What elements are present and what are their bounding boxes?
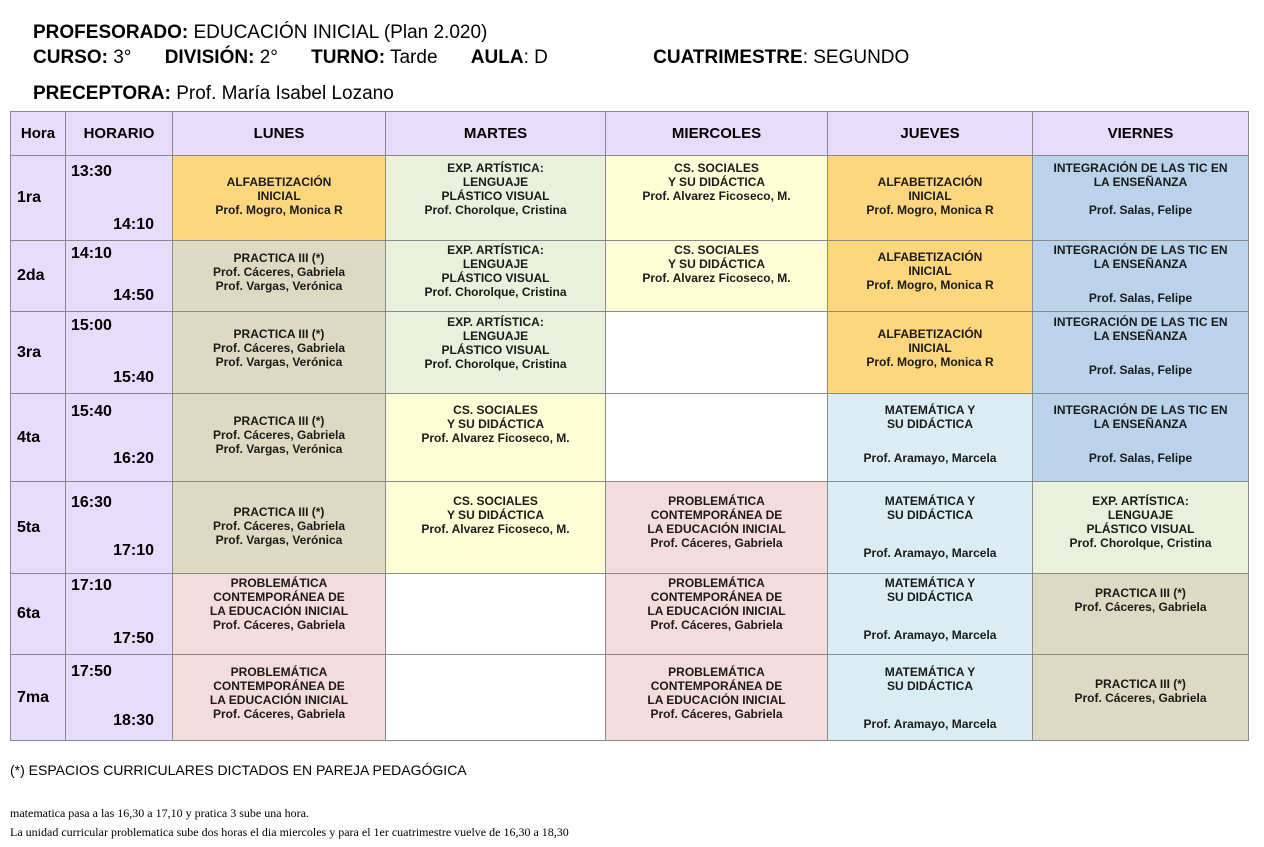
hora-cell: 6ta — [11, 574, 66, 655]
class-cell-alfabetizacion: ALFABETIZACIÓN INICIAL Prof. Mogro, Monica R — [173, 156, 386, 241]
horario-cell — [66, 394, 173, 482]
end-time: 18:30 — [113, 712, 154, 729]
class-cell-cs-sociales: CS. SOCIALES Y SU DIDÁCTICA Prof. Alvarez Ficoseco, M. — [606, 156, 828, 241]
class-cell-practica: PRACTICA III (*) Prof. Cáceres, Gabriela Prof. Vargas, Verónica — [173, 394, 386, 482]
horario-cell — [66, 482, 173, 574]
header-row — [11, 112, 1249, 156]
class-cell-cs-sociales: CS. SOCIALES Y SU DIDÁCTICA Prof. Alvarez Ficoseco, M. — [386, 394, 606, 482]
table-row — [11, 156, 1249, 241]
class-cell-matematica: MATEMÁTICA Y SU DIDÁCTICA Prof. Aramayo, Marcela — [828, 394, 1033, 482]
cuatrimestre-label: CUATRIMESTRE — [653, 47, 803, 68]
class-cell-exp-artistica: EXP. ARTÍSTICA: LENGUAJE PLÁSTICO VISUAL Prof. Chorolque, Cristina — [386, 241, 606, 312]
pareja-note: (*) ESPACIOS CURRICULARES DICTADOS EN PAREJA PEDAGÓGICA — [10, 762, 467, 778]
horario-cell — [66, 241, 173, 312]
class-cell-practica: PRACTICA III (*) Prof. Cáceres, Gabriela Prof. Vargas, Verónica — [173, 482, 386, 574]
class-cell-alfabetizacion: ALFABETIZACIÓN INICIAL Prof. Mogro, Monica R — [828, 156, 1033, 241]
class-cell-practica: PRACTICA III (*) Prof. Cáceres, Gabriela — [1033, 655, 1249, 741]
turno-value: Tarde — [389, 47, 438, 68]
end-time: 16:20 — [113, 450, 154, 467]
aula-value: : D — [523, 47, 548, 68]
class-cell-matematica: MATEMÁTICA Y SU DIDÁCTICA Prof. Aramayo, Marcela — [828, 574, 1033, 655]
empty-cell — [606, 312, 828, 394]
class-cell-tic: INTEGRACIÓN DE LAS TIC EN LA ENSEÑANZA Prof. Salas, Felipe — [1033, 394, 1249, 482]
aula-label: AULA — [470, 47, 524, 68]
table-row — [11, 655, 1249, 741]
horario-cell — [66, 574, 173, 655]
note-line-2: La unidad curricular problematica sube dos horas el dia miercoles y para el 1er cuatrimestre vuelve de 16,30 a 18,30 — [10, 825, 569, 839]
hora-cell: 1ra — [11, 156, 66, 241]
horario-cell — [66, 156, 173, 241]
col-header-horario: HORARIO — [66, 112, 173, 156]
end-time: 17:10 — [113, 542, 154, 559]
class-cell-alfabetizacion: ALFABETIZACIÓN INICIAL Prof. Mogro, Monica R — [828, 241, 1033, 312]
col-header-viernes: VIERNES — [1033, 112, 1249, 156]
col-header-miercoles: MIERCOLES — [606, 112, 828, 156]
col-header-martes: MARTES — [386, 112, 606, 156]
start-time: 14:10 — [71, 245, 112, 262]
col-header-hora: Hora — [11, 112, 66, 156]
header-line-profesorado — [33, 22, 487, 44]
class-cell-practica: PRACTICA III (*) Prof. Cáceres, Gabriela Prof. Vargas, Verónica — [173, 312, 386, 394]
end-time: 15:40 — [113, 369, 154, 386]
preceptora-value: Prof. María Isabel Lozano — [176, 83, 394, 104]
class-cell-problematica: PROBLEMÁTICA CONTEMPORÁNEA DE LA EDUCACIÓN INICIAL Prof. Cáceres, Gabriela — [606, 574, 828, 655]
start-time: 15:40 — [71, 403, 112, 420]
division-label: DIVISIÓN: — [164, 47, 255, 68]
class-cell-problematica: PROBLEMÁTICA CONTEMPORÁNEA DE LA EDUCACIÓN INICIAL Prof. Cáceres, Gabriela — [173, 655, 386, 741]
class-cell-problematica: PROBLEMÁTICA CONTEMPORÁNEA DE LA EDUCACIÓN INICIAL Prof. Cáceres, Gabriela — [606, 482, 828, 574]
header-line-preceptora — [33, 83, 394, 105]
table-row — [11, 482, 1249, 574]
end-time: 17:50 — [113, 630, 154, 647]
class-cell-exp-artistica: EXP. ARTÍSTICA: LENGUAJE PLÁSTICO VISUAL Prof. Chorolque, Cristina — [386, 156, 606, 241]
empty-cell — [386, 655, 606, 741]
table-row — [11, 394, 1249, 482]
class-cell-problematica: PROBLEMÁTICA CONTEMPORÁNEA DE LA EDUCACIÓN INICIAL Prof. Cáceres, Gabriela — [173, 574, 386, 655]
class-cell-practica: PRACTICA III (*) Prof. Cáceres, Gabriela — [1033, 574, 1249, 655]
empty-cell — [606, 394, 828, 482]
table-row — [11, 574, 1249, 655]
end-time: 14:10 — [113, 216, 154, 233]
table-row — [11, 241, 1249, 312]
class-cell-exp-artistica: EXP. ARTÍSTICA: LENGUAJE PLÁSTICO VISUAL Prof. Chorolque, Cristina — [386, 312, 606, 394]
class-cell-matematica: MATEMÁTICA Y SU DIDÁCTICA Prof. Aramayo, Marcela — [828, 655, 1033, 741]
turno-label: TURNO: — [311, 47, 386, 68]
col-header-jueves: JUEVES — [828, 112, 1033, 156]
class-cell-cs-sociales: CS. SOCIALES Y SU DIDÁCTICA Prof. Alvarez Ficoseco, M. — [606, 241, 828, 312]
schedule-table — [10, 111, 1249, 741]
start-time: 16:30 — [71, 494, 112, 511]
class-cell-tic: INTEGRACIÓN DE LAS TIC EN LA ENSEÑANZA Prof. Salas, Felipe — [1033, 156, 1249, 241]
class-cell-problematica: PROBLEMÁTICA CONTEMPORÁNEA DE LA EDUCACIÓN INICIAL Prof. Cáceres, Gabriela — [606, 655, 828, 741]
end-time: 14:50 — [113, 287, 154, 304]
hora-cell: 3ra — [11, 312, 66, 394]
horario-cell — [66, 655, 173, 741]
start-time: 15:00 — [71, 317, 112, 334]
horario-cell — [66, 312, 173, 394]
profesorado-label: PROFESORADO: — [33, 22, 189, 43]
class-cell-tic: INTEGRACIÓN DE LAS TIC EN LA ENSEÑANZA Prof. Salas, Felipe — [1033, 241, 1249, 312]
start-time: 17:50 — [71, 663, 112, 680]
start-time: 13:30 — [71, 163, 112, 180]
class-cell-alfabetizacion: ALFABETIZACIÓN INICIAL Prof. Mogro, Monica R — [828, 312, 1033, 394]
class-cell-practica: PRACTICA III (*) Prof. Cáceres, Gabriela Prof. Vargas, Verónica — [173, 241, 386, 312]
col-header-lunes: LUNES — [173, 112, 386, 156]
curso-value: 3° — [113, 47, 132, 68]
class-cell-cs-sociales: CS. SOCIALES Y SU DIDÁCTICA Prof. Alvarez Ficoseco, M. — [386, 482, 606, 574]
cuatrimestre-value: : SEGUNDO — [802, 47, 910, 68]
hora-cell: 7ma — [11, 655, 66, 741]
preceptora-label: PRECEPTORA: — [33, 83, 171, 104]
hora-cell: 4ta — [11, 394, 66, 482]
table-row — [11, 312, 1249, 394]
start-time: 17:10 — [71, 577, 112, 594]
class-cell-tic: INTEGRACIÓN DE LAS TIC EN LA ENSEÑANZA Prof. Salas, Felipe — [1033, 312, 1249, 394]
hora-cell: 5ta — [11, 482, 66, 574]
curso-label: CURSO: — [33, 47, 108, 68]
empty-cell — [386, 574, 606, 655]
profesorado-value: EDUCACIÓN INICIAL (Plan 2.020) — [193, 22, 488, 43]
division-value: 2° — [259, 47, 278, 68]
class-cell-matematica: MATEMÁTICA Y SU DIDÁCTICA Prof. Aramayo, Marcela — [828, 482, 1033, 574]
class-cell-exp-artistica: EXP. ARTÍSTICA: LENGUAJE PLÁSTICO VISUAL Prof. Chorolque, Cristina — [1033, 482, 1249, 574]
note-line-1: matematica pasa a las 16,30 a 17,10 y pratica 3 sube una hora. — [10, 806, 309, 820]
header-line-curso — [33, 47, 909, 69]
hora-cell: 2da — [11, 241, 66, 312]
